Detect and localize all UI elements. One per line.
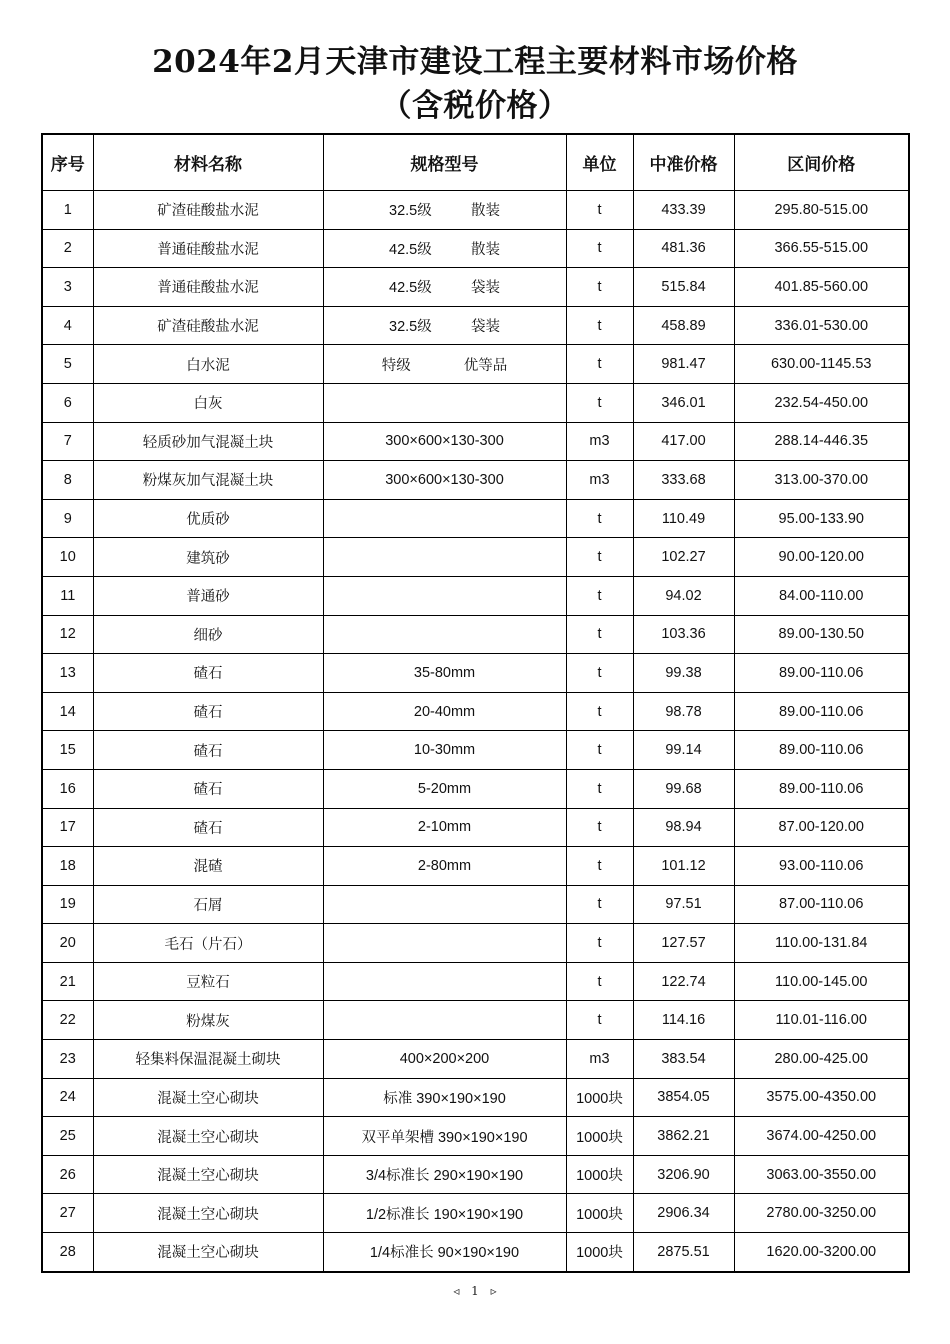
row-index: 26 [42,1155,93,1194]
row-median-price: 2875.51 [633,1233,734,1272]
header-material-name: 材料名称 [93,134,323,191]
row-material-name: 白水泥 [93,345,323,384]
table-row [42,885,909,924]
row-price-range: 3063.00-3550.00 [734,1155,909,1194]
row-index: 12 [42,615,93,654]
row-price-range: 280.00-425.00 [734,1040,909,1079]
row-spec: 标准 390×190×190 [323,1078,566,1117]
row-median-price: 99.14 [633,731,734,770]
row-spec: 3/4标准长 290×190×190 [323,1155,566,1194]
row-unit: t [566,538,633,577]
row-price-range: 89.00-110.06 [734,654,909,693]
row-unit: t [566,345,633,384]
row-index: 15 [42,731,93,770]
row-price-range: 89.00-110.06 [734,731,909,770]
table-row [42,962,909,1001]
row-material-name: 石屑 [93,885,323,924]
table-row [42,1194,909,1233]
row-spec: 10-30mm [323,731,566,770]
page-title: 2024年2月天津市建设工程主要材料市场价格 [152,44,798,80]
row-unit: m3 [566,422,633,461]
row-unit: t [566,731,633,770]
row-material-name: 普通砂 [93,576,323,615]
row-spec: 300×600×130-300 [323,422,566,461]
row-spec: 2-10mm [323,808,566,847]
row-material-name: 普通硅酸盐水泥 [93,229,323,268]
table-row [42,268,909,307]
row-index: 1 [42,191,93,230]
row-index: 19 [42,885,93,924]
row-price-range: 288.14-446.35 [734,422,909,461]
page-subtitle: （含税价格） [380,88,570,124]
row-spec [323,924,566,963]
table-row [42,1117,909,1156]
table-row [42,422,909,461]
row-index: 28 [42,1233,93,1272]
row-index: 13 [42,654,93,693]
row-material-name: 毛石（片石） [93,924,323,963]
row-material-name: 豆粒石 [93,962,323,1001]
row-material-name: 碴石 [93,654,323,693]
row-material-name: 粉煤灰加气混凝土块 [93,461,323,500]
row-index: 22 [42,1001,93,1040]
row-median-price: 101.12 [633,847,734,886]
row-median-price: 3206.90 [633,1155,734,1194]
row-spec [323,383,566,422]
row-spec-packaging: 优等品 [463,357,508,374]
row-spec-grade: 32.5级 [389,319,432,336]
row-price-range: 630.00-1145.53 [734,345,909,384]
price-table [41,133,910,1273]
table-row [42,847,909,886]
row-median-price: 3862.21 [633,1117,734,1156]
row-spec: 2-80mm [323,847,566,886]
row-price-range: 95.00-133.90 [734,499,909,538]
table-row [42,1155,909,1194]
row-spec: 300×600×130-300 [323,461,566,500]
row-spec [323,1001,566,1040]
row-index: 25 [42,1117,93,1156]
row-unit: t [566,499,633,538]
row-median-price: 981.47 [633,345,734,384]
row-spec [323,962,566,1001]
row-spec [323,191,566,230]
row-price-range: 2780.00-3250.00 [734,1194,909,1233]
row-spec-packaging: 袋装 [471,319,500,336]
row-unit: t [566,383,633,422]
row-unit: 1000块 [566,1078,633,1117]
row-material-name: 碴石 [93,808,323,847]
row-material-name: 混凝土空心砌块 [93,1078,323,1117]
row-price-range: 110.01-116.00 [734,1001,909,1040]
row-spec: 35-80mm [323,654,566,693]
row-index: 3 [42,268,93,307]
table-row [42,461,909,500]
row-material-name: 混碴 [93,847,323,886]
row-material-name: 混凝土空心砌块 [93,1155,323,1194]
row-spec: 1/4标准长 90×190×190 [323,1233,566,1272]
row-spec-grade: 42.5级 [389,280,432,297]
table-row [42,191,909,230]
row-unit: t [566,191,633,230]
row-index: 14 [42,692,93,731]
row-unit: t [566,1001,633,1040]
row-median-price: 515.84 [633,268,734,307]
row-index: 23 [42,1040,93,1079]
row-median-price: 99.68 [633,769,734,808]
row-material-name: 矿渣硅酸盐水泥 [93,306,323,345]
table-row [42,538,909,577]
row-spec-grade: 42.5级 [389,241,432,258]
header-price-range: 区间价格 [734,134,909,191]
table-row [42,1001,909,1040]
row-index: 7 [42,422,93,461]
row-index: 4 [42,306,93,345]
row-price-range: 89.00-130.50 [734,615,909,654]
row-spec [323,345,566,384]
row-index: 18 [42,847,93,886]
row-price-range: 336.01-530.00 [734,306,909,345]
row-unit: 1000块 [566,1117,633,1156]
row-median-price: 114.16 [633,1001,734,1040]
row-material-name: 矿渣硅酸盐水泥 [93,191,323,230]
row-material-name: 轻集料保温混凝土砌块 [93,1040,323,1079]
row-unit: t [566,808,633,847]
row-spec-grade: 特级 [381,357,411,374]
row-material-name: 混凝土空心砌块 [93,1194,323,1233]
row-median-price: 383.54 [633,1040,734,1079]
row-unit: t [566,654,633,693]
row-index: 27 [42,1194,93,1233]
row-spec-packaging: 袋装 [471,280,500,297]
row-material-name: 白灰 [93,383,323,422]
row-unit: t [566,769,633,808]
row-unit: m3 [566,461,633,500]
row-index: 21 [42,962,93,1001]
table-row [42,383,909,422]
row-material-name: 碴石 [93,769,323,808]
row-median-price: 3854.05 [633,1078,734,1117]
row-spec: 20-40mm [323,692,566,731]
row-spec [323,229,566,268]
table-row [42,1233,909,1272]
table-row [42,924,909,963]
row-median-price: 433.39 [633,191,734,230]
row-median-price: 98.78 [633,692,734,731]
table-row [42,731,909,770]
row-spec [323,538,566,577]
row-price-range: 89.00-110.06 [734,692,909,731]
row-unit: t [566,576,633,615]
row-material-name: 碴石 [93,731,323,770]
row-spec: 1/2标准长 190×190×190 [323,1194,566,1233]
table-row [42,1040,909,1079]
row-unit: t [566,692,633,731]
row-index: 5 [42,345,93,384]
row-spec [323,306,566,345]
row-price-range: 93.00-110.06 [734,847,909,886]
row-price-range: 401.85-560.00 [734,268,909,307]
row-median-price: 122.74 [633,962,734,1001]
row-material-name: 粉煤灰 [93,1001,323,1040]
row-material-name: 混凝土空心砌块 [93,1117,323,1156]
row-index: 17 [42,808,93,847]
row-index: 16 [42,769,93,808]
table-row [42,769,909,808]
page-number: 1 [471,1284,479,1298]
row-price-range: 366.55-515.00 [734,229,909,268]
row-price-range: 87.00-120.00 [734,808,909,847]
row-median-price: 127.57 [633,924,734,963]
table-row [42,306,909,345]
row-unit: t [566,847,633,886]
header-index: 序号 [42,134,93,191]
row-material-name: 建筑砂 [93,538,323,577]
row-unit: 1000块 [566,1155,633,1194]
table-row [42,808,909,847]
row-price-range: 110.00-145.00 [734,962,909,1001]
row-median-price: 333.68 [633,461,734,500]
row-median-price: 98.94 [633,808,734,847]
row-spec: 双平单架槽 390×190×190 [323,1117,566,1156]
row-spec: 5-20mm [323,769,566,808]
row-spec [323,576,566,615]
row-unit: t [566,306,633,345]
row-material-name: 混凝土空心砌块 [93,1233,323,1272]
row-index: 2 [42,229,93,268]
prev-page-glyph: ◃ [453,1284,460,1298]
row-price-range: 232.54-450.00 [734,383,909,422]
row-index: 8 [42,461,93,500]
row-median-price: 346.01 [633,383,734,422]
row-median-price: 458.89 [633,306,734,345]
row-median-price: 110.49 [633,499,734,538]
row-median-price: 94.02 [633,576,734,615]
row-unit: t [566,268,633,307]
row-index: 9 [42,499,93,538]
row-price-range: 3575.00-4350.00 [734,1078,909,1117]
row-median-price: 481.36 [633,229,734,268]
table-row [42,692,909,731]
row-material-name: 普通硅酸盐水泥 [93,268,323,307]
table-row [42,1078,909,1117]
row-median-price: 103.36 [633,615,734,654]
row-unit: t [566,962,633,1001]
header-spec: 规格型号 [323,134,566,191]
row-spec [323,885,566,924]
row-index: 11 [42,576,93,615]
row-index: 20 [42,924,93,963]
row-price-range: 313.00-370.00 [734,461,909,500]
row-spec-packaging: 散装 [471,241,500,258]
row-spec [323,268,566,307]
row-index: 10 [42,538,93,577]
header-median-price: 中准价格 [633,134,734,191]
row-unit: 1000块 [566,1233,633,1272]
row-material-name: 碴石 [93,692,323,731]
row-price-range: 90.00-120.00 [734,538,909,577]
table-row [42,229,909,268]
row-spec: 400×200×200 [323,1040,566,1079]
row-price-range: 1620.00-3200.00 [734,1233,909,1272]
row-price-range: 295.80-515.00 [734,191,909,230]
row-price-range: 84.00-110.00 [734,576,909,615]
table-row [42,499,909,538]
row-unit: 1000块 [566,1194,633,1233]
row-median-price: 99.38 [633,654,734,693]
row-spec-packaging: 散装 [471,203,500,220]
row-index: 24 [42,1078,93,1117]
row-price-range: 3674.00-4250.00 [734,1117,909,1156]
next-page-glyph: ▹ [490,1284,497,1298]
table-row [42,654,909,693]
row-unit: t [566,615,633,654]
row-median-price: 2906.34 [633,1194,734,1233]
row-unit: t [566,885,633,924]
row-price-range: 87.00-110.06 [734,885,909,924]
row-material-name: 轻质砂加气混凝土块 [93,422,323,461]
row-unit: t [566,924,633,963]
row-unit: t [566,229,633,268]
row-median-price: 417.00 [633,422,734,461]
row-median-price: 102.27 [633,538,734,577]
row-price-range: 110.00-131.84 [734,924,909,963]
page-footer [0,1284,950,1298]
table-row [42,615,909,654]
table-body [42,191,909,1272]
row-spec [323,615,566,654]
table-row [42,345,909,384]
row-material-name: 细砂 [93,615,323,654]
row-price-range: 89.00-110.06 [734,769,909,808]
row-material-name: 优质砂 [93,499,323,538]
row-unit: m3 [566,1040,633,1079]
table-header-row [42,134,909,191]
table-row [42,576,909,615]
header-unit: 单位 [566,134,633,191]
row-spec-grade: 32.5级 [389,203,432,220]
row-index: 6 [42,383,93,422]
row-spec [323,499,566,538]
row-median-price: 97.51 [633,885,734,924]
